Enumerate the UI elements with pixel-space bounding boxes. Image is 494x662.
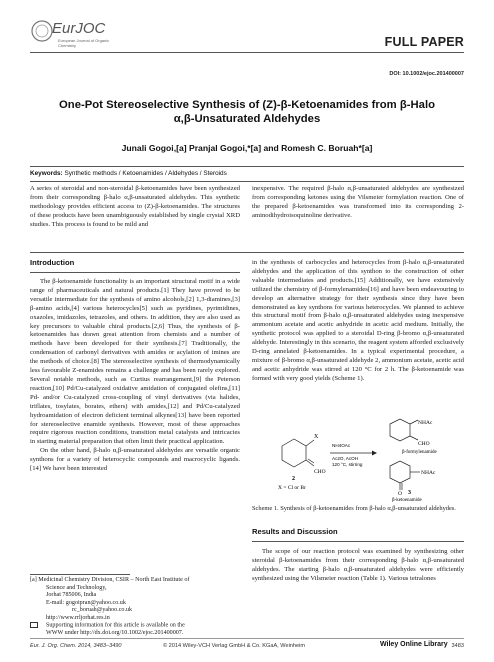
copyright-notice: © 2014 Wiley-VCH Verlag GmbH & Co. KGaA, Weinheim: [163, 643, 306, 649]
p2-number: 3: [408, 490, 411, 496]
formylenamide-structure: [390, 419, 438, 455]
doi-link[interactable]: DOI: 10.1002/ejoc.201400007: [389, 71, 464, 77]
intro-paragraph-1: The β-ketoenamide functionality is an important structural motif in a wide range of pharmaceuticals and natural products.[1] They have proved to be versatile intermediate for the synthesis of amino alcohols,[2] 1,3-diamines,[3] β-amino acids,[4] various heterocycles[5] such as pyridines, pyrimidines, oxazoles, imidazoles, tetrazoles, and others. In addition, they are also used as key precursors to valuable chiral products.[2,6] Thus, the synthesis of β-ketoenamides has drawn great attention from chemists and a number of methods have been developed for their synthesis.[7] Traditionally, the condensation of carbonyl derivatives with amides or acylation of imines are the methods of choice.[8] The stereoselective synthesis of thermodynamically less favourable Z-enamides remains a challenge and has been rarely explored. Several notable methods, such as Curtius rearrangement,[9] the Peterson reaction,[10] Pd/Cu-catalyzed oxidative amidation of conjugated olefins,[11] Pd- and/or Cu-catalyzed cross-coupling of vinyl derivatives (via halides, triflates, tosylates, borates, ethers) with amides,[12] and Pd/Cu-catalyzed hydroamidation of electron deficient terminal alkynes[13] have been reported for stereoselective enamide synthesis. However, most of these approaches require rigorous reaction conditions, transition metal catalysts and intricacies in starting material preparation that often limit their practical application.: [30, 278, 240, 446]
scheme-1-caption: Scheme 1. Synthesis of β-ketoenamides from β-halo α,β-unsaturated aldehydes.: [252, 505, 456, 512]
page-footer: [30, 641, 464, 653]
title-line-1: One-Pot Stereoselective Synthesis of (Z)-β-Ketoenamides from β-Halo: [59, 99, 435, 111]
intro-paragraph-2: On the other hand, β-halo α,β-unsaturated aldehydes are versatile organic synthons for a variety of heterocyclic compounds and macrocyclic ligands.[14] We have been interested: [30, 447, 240, 473]
affiliation-line-3: Jorhat 785006, India: [46, 592, 97, 598]
reaction-arrow: [330, 443, 377, 467]
results-rule: [252, 541, 464, 542]
keywords-text: Synthetic methods / Ketoenamides / Aldehydes / Steroids: [62, 170, 227, 177]
title-line-2: α,β-Unsaturated Aldehydes: [173, 113, 321, 125]
introduction-rule: [30, 272, 240, 273]
introduction-left-column: [30, 278, 240, 474]
p2-o-label: O: [398, 491, 402, 497]
results-heading: Results and Discussion: [252, 527, 338, 536]
affiliation-line-1: [a] Medicinal Chemistry Division, CSIR – North East Institute of: [30, 577, 190, 583]
sm-number: 2: [292, 476, 295, 482]
article-title: [30, 98, 464, 126]
abstract-right: inexpensive. The required β-halo α,β-unsaturated aldehydes are synthesized from corresponding ketones using the Vilsmeier formylation reaction. One of the prepared β-ketoenamides was transformed into its corresponding 2-aminodihydroisoquinoline derivative.: [252, 185, 464, 219]
reagent-line-3: 120 °C, stirring: [332, 462, 363, 467]
ketoenamide-structure: [390, 461, 436, 502]
journal-reference: Eur. J. Org. Chem. 2014, 3483–3490: [30, 643, 122, 649]
sm-x-label: X: [314, 434, 319, 440]
p1-name: β-formylenamide: [402, 450, 437, 455]
p1-cho-label: CHO: [418, 441, 430, 447]
section-label: FULL PAPER: [384, 35, 464, 49]
logo-text: EurJOC: [52, 20, 106, 37]
journal-logo: [30, 16, 110, 50]
email-line-2[interactable]: rc_boruah@yahoo.co.uk: [72, 607, 133, 613]
wiley-online-library-link[interactable]: Wiley Online Library: [380, 641, 448, 648]
header-divider: [30, 52, 464, 53]
abstract-divider: [30, 252, 464, 253]
reagent-line-2: Ac2O, AcOH: [332, 456, 359, 461]
abstract-left: A series of steroidal and non-steroidal β-ketoenamides have been synthesized from their corresponding β-halo α,β-unsaturated aldehydes. This synthetic methodology provides efficient access to (Z)-β-ketoenamides. The structures of these products have been unambiguously established by single crystal XRD studies. This process is found to be mild and: [30, 185, 240, 228]
supporting-info-icon: [30, 622, 38, 628]
supporting-info-line-2[interactable]: WWW under http://dx.doi.org/10.1002/ejoc.201400007.: [46, 629, 184, 636]
footnote-divider: [30, 574, 130, 575]
starting-material-structure: [278, 434, 326, 491]
footnotes: [30, 577, 240, 637]
email-line-1[interactable]: E-mail: gogoipran@yahoo.co.uk: [46, 599, 126, 606]
keywords-bar: [30, 166, 464, 182]
introduction-heading: Introduction: [30, 258, 75, 267]
introduction-right-column: in the synthesis of carbocycles and heterocycles from β-halo α,β-unsaturated aldehydes and the application of this synthon to the construction of other valuable intermediates and products.[15] Additionally, we have extensively utilized the chemistry of β-formylenamides[16] and have been endeavouring to develop an alternative strategy for their synthesis since they have been demonstrated as key synthons for various heterocycles. We planned to achieve this structural motif from β-halo α,β-unsaturated aldehydes using inexpensive ammonium acetate and acetic anhydride in acetic acid medium. Initially, the synthetic protocol was applied to a steroidal D-ring β-bromo α,β-unsaturated aldehyde. Interestingly in this scenario, the reagent system afforded exclusively D-ring annelated β-ketoenamides. In a typical experimental procedure, a mixture of β-bromo α,β-unsaturated aldehyde 2, ammonium acetate, acetic acid and acetic anhydride was stirred at 120 °C for 2 h. The β-ketoenamide was formed with very good yields (Scheme 1).: [252, 259, 464, 382]
results-paragraph-1: The scope of our reaction protocol was examined by synthesizing other steroidal β-ketoenamides from their corresponding β-halo α,β-unsaturated aldehydes. The starting β-halo α,β-unsaturated aldehydes were efficiently synthesized using the Vilsmeier reaction (Table 1). Various tetralones: [252, 548, 464, 582]
author-list: Junali Gogoi,[a] Pranjal Gogoi,*[a] and Romesh C. Boruah*[a]: [121, 143, 373, 153]
scheme-1-diagram: [252, 418, 464, 502]
keywords-label: Keywords:: [30, 170, 63, 177]
supporting-info-text: Supporting information for this article is available on the: [46, 622, 185, 629]
results-column: [252, 548, 464, 584]
reagent-line-1: NH4OAc: [332, 443, 351, 448]
footer-divider: [30, 638, 464, 639]
supporting-info-line-1: [30, 622, 240, 630]
affiliation-line-2: Science and Technology,: [46, 584, 107, 591]
p2-nhac-label: NHAc: [421, 470, 436, 476]
logo-subtitle: European Journal of Organic Chemistry: [58, 38, 110, 48]
sm-substituent-note: X = Cl or Br: [278, 485, 306, 491]
page-number: 3483: [451, 643, 464, 649]
sm-cho-label: CHO: [314, 469, 326, 475]
page-header: [0, 0, 494, 58]
institute-url[interactable]: http://www.rrljorhat.res.in: [46, 614, 110, 621]
p2-name: β-ketoenamide: [392, 498, 422, 502]
p1-nhac-label: NHAc: [418, 420, 433, 426]
